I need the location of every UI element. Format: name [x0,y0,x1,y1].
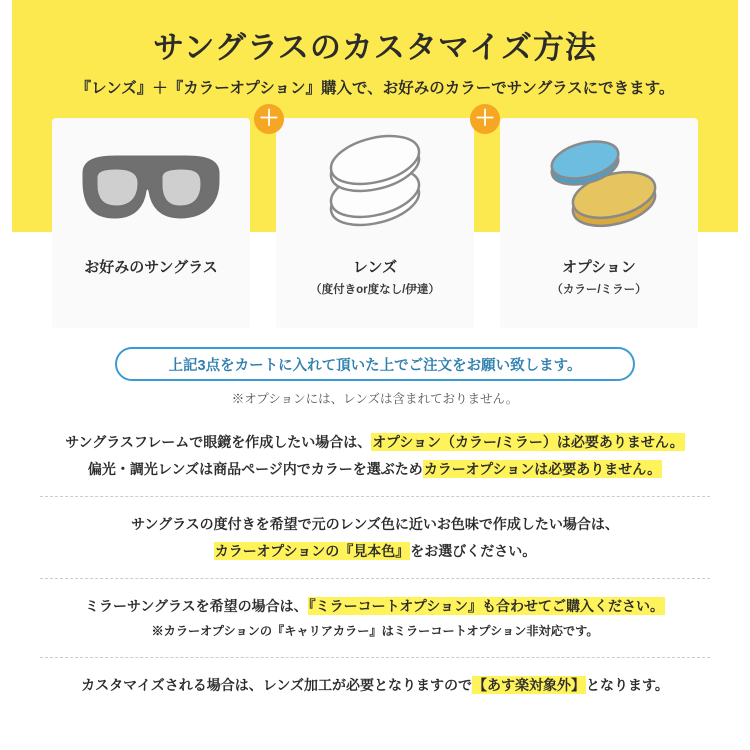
note-highlight: カラーオプションは必要ありません。 [423,460,662,477]
note-highlight: 【あす楽対象外】 [472,677,585,694]
note-line [40,538,710,565]
order-instruction-note: ※オプションには、レンズは含まれておりません。 [231,392,519,406]
card-label-lenses: レンズ [352,259,398,276]
lenses-icon [276,118,474,258]
note-line [40,511,710,538]
color-options-icon [500,118,698,258]
card-options [500,118,698,328]
page-title: サングラスのカスタマイズ方法 [153,30,597,65]
card-sub-lenses: （度付きor度なし/伊達） [310,284,440,297]
card-label-options: オプション [562,259,636,276]
note-highlight: カラーオプションの『見本色』 [214,542,410,559]
note-text: カスタマイズされる場合は、レンズ加工が必要となりますので [81,677,472,694]
note-text: をお選びください。 [410,542,537,559]
note-text: サングラスフレームで眼鏡を作成したい場合は、 [65,434,372,450]
note-text: ※カラーオプションの『キャリアカラー』はミラーコートオプション非対応です。 [151,623,599,638]
plus-icon-1: ＋ [254,104,284,134]
notes-section [40,415,710,713]
note-block [40,496,710,578]
card-lenses [276,118,474,328]
plus-icon-2: ＋ [470,104,500,134]
product-cards [52,118,698,328]
sunglasses-icon [52,118,250,258]
note-block [40,415,710,496]
note-block [40,657,710,713]
note-line [40,672,710,699]
note-line [40,620,710,643]
page-subtitle: 『レンズ』＋『カラーオプション』購入で、お好みのカラーでサングラスにできます。 [75,80,675,97]
note-block [40,578,710,657]
note-text: ミラーサングラスを希望の場合は、 [85,598,308,615]
card-sunglasses [52,118,250,328]
note-line [40,429,710,456]
note-line [40,456,710,483]
order-instruction-pill: 上記3点をカートに入れて頂いた上でご注文をお願い致します。 [115,347,635,381]
note-text: となります。 [585,677,669,694]
note-highlight: オプション（カラー/ミラー）は必要ありません。 [372,434,684,450]
note-line [40,593,710,620]
note-text: サングラスの度付きを希望で元のレンズ色に近いお色味で作成したい場合は、 [131,516,619,533]
card-label-sunglasses: お好みのサングラス [84,259,218,276]
note-highlight: 『ミラーコートオプション』も合わせてご購入ください。 [308,598,664,615]
note-text: 偏光・調光レンズは商品ページ内でカラーを選ぶため [87,460,423,477]
card-sub-options: （カラー/ミラー） [551,284,647,297]
